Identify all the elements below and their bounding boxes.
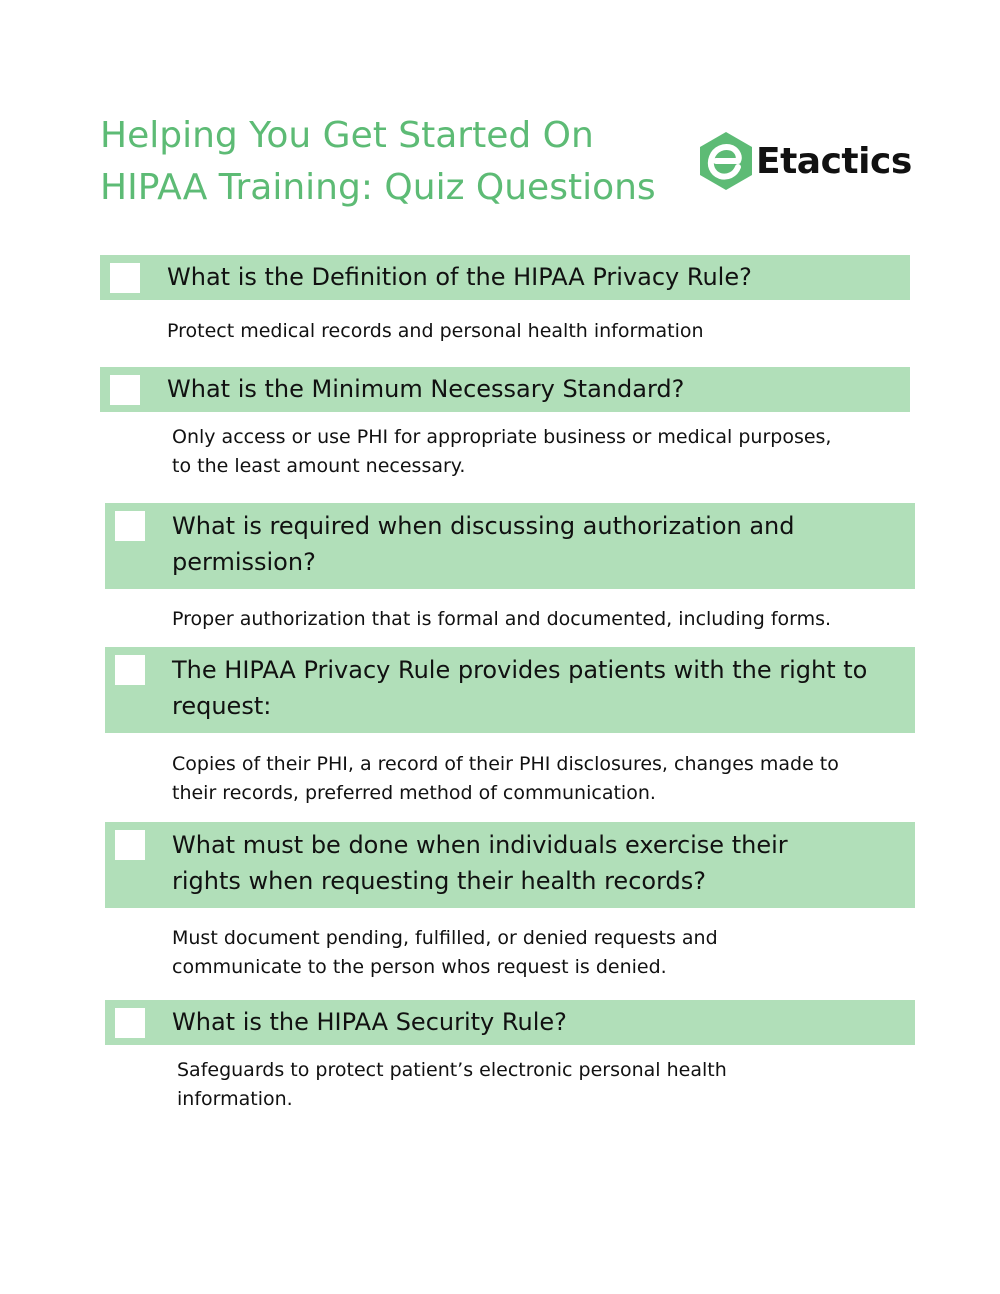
quiz-answer-line: Must document pending, fulfilled, or denied requests and [172, 927, 718, 949]
quiz-question-line: request: [172, 692, 272, 720]
quiz-question-line: What is required when discussing authorization and [172, 512, 795, 540]
quiz-question-line: The HIPAA Privacy Rule provides patients with the right to [172, 656, 868, 684]
quiz-question-text [172, 508, 795, 580]
quiz-question-line: permission? [172, 548, 316, 576]
quiz-checkbox[interactable] [115, 511, 145, 541]
quiz-question-line: What is the Minimum Necessary Standard? [167, 375, 685, 403]
quiz-answer-text [172, 423, 831, 481]
quiz-checkbox[interactable] [110, 263, 140, 293]
quiz-answer-line: communicate to the person whos request is denied. [172, 956, 667, 978]
quiz-answer-text [172, 605, 831, 634]
quiz-answer-line: their records, preferred method of communication. [172, 782, 656, 804]
quiz-answer-line: to the least amount necessary. [172, 455, 466, 477]
logo-text: Etactics [756, 140, 912, 182]
quiz-answer-text [177, 1056, 727, 1114]
etactics-logo [698, 130, 912, 192]
quiz-question-text [167, 371, 684, 407]
quiz-checkbox[interactable] [115, 655, 145, 685]
quiz-question-line: rights when requesting their health records? [172, 867, 706, 895]
quiz-answer-line: information. [177, 1088, 293, 1110]
quiz-checkbox[interactable] [115, 1008, 145, 1038]
quiz-question-text [172, 827, 788, 899]
quiz-question-bar [105, 822, 915, 908]
quiz-question-bar [100, 255, 910, 300]
quiz-answer-line: Only access or use PHI for appropriate business or medical purposes, [172, 426, 832, 448]
quiz-answer-line: Protect medical records and personal health information [167, 320, 704, 342]
quiz-question-bar [100, 367, 910, 412]
quiz-answer-text [167, 317, 704, 346]
quiz-question-text [172, 1004, 567, 1040]
quiz-question-bar [105, 503, 915, 589]
quiz-answer-line: Copies of their PHI, a record of their PHI disclosures, changes made to [172, 753, 839, 775]
quiz-checkbox[interactable] [115, 830, 145, 860]
quiz-question-text [167, 259, 752, 295]
quiz-question-text [172, 652, 867, 724]
quiz-answer-text [172, 750, 839, 808]
quiz-question-line: What must be done when individuals exercise their [172, 831, 788, 859]
quiz-question-line: What is the Definition of the HIPAA Privacy Rule? [167, 263, 752, 291]
quiz-question-bar [105, 1000, 915, 1045]
quiz-question-bar [105, 647, 915, 733]
page-title [100, 110, 700, 214]
page-title-line-1: Helping You Get Started On [100, 115, 594, 156]
quiz-answer-text [172, 924, 718, 982]
quiz-answer-line: Proper authorization that is formal and documented, including forms. [172, 608, 832, 630]
quiz-checkbox[interactable] [110, 375, 140, 405]
etactics-e-hexagon-icon [698, 130, 754, 192]
quiz-answer-line: Safeguards to protect patient’s electronic personal health [177, 1059, 727, 1081]
quiz-question-line: What is the HIPAA Security Rule? [172, 1008, 567, 1036]
page-title-line-2: HIPAA Training: Quiz Questions [100, 167, 656, 208]
